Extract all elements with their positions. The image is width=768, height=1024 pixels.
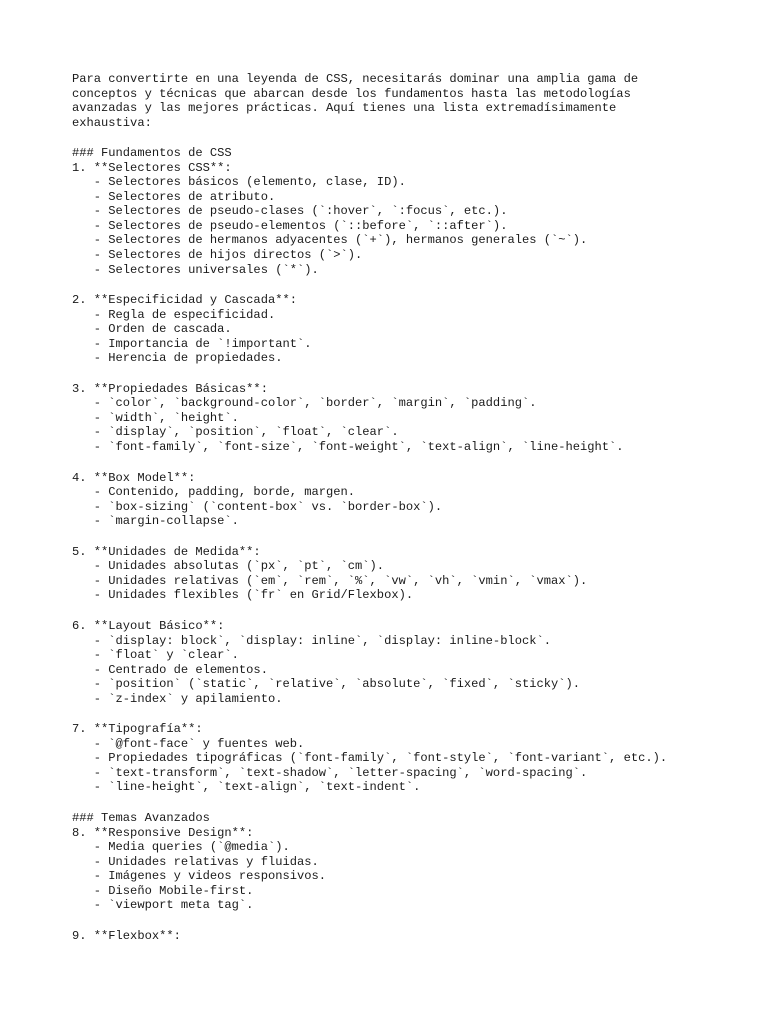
list-item: - `width`, `height`.: [72, 410, 239, 425]
list-item: - Regla de especificidad.: [72, 307, 276, 322]
list-item: - Selectores de pseudo-clases (`:hover`, `:focus`, etc.).: [72, 204, 508, 219]
section-title: 4. **Box Model**:: [72, 470, 196, 485]
list-item: - Selectores de atributo.: [72, 189, 276, 204]
section-responsive: [72, 826, 732, 913]
section-title: 8. **Responsive Design**:: [72, 825, 254, 840]
list-item: - `margin-collapse`.: [72, 514, 239, 529]
section-tipografia: [72, 722, 732, 795]
heading-avanzados: ### Temas Avanzados: [72, 810, 210, 825]
list-item: - Contenido, padding, borde, margen.: [72, 485, 356, 500]
section-layout-basico: [72, 619, 732, 706]
list-item: - Centrado de elementos.: [72, 662, 268, 677]
list-item: - Unidades relativas y fluidas.: [72, 854, 319, 869]
list-item: - `viewport meta tag`.: [72, 898, 254, 913]
intro-paragraph: [72, 72, 732, 130]
list-item: - `text-transform`, `text-shadow`, `letter-spacing`, `word-spacing`.: [72, 765, 588, 780]
section-selectores: [72, 161, 732, 277]
section-title: 6. **Layout Básico**:: [72, 618, 225, 633]
list-item: - `line-height`, `text-align`, `text-indent`.: [72, 780, 421, 795]
text-line: exhaustiva:: [72, 115, 152, 130]
list-item: - Selectores de hijos directos (`>`).: [72, 248, 363, 263]
heading-fundamentos: ### Fundamentos de CSS: [72, 146, 232, 161]
list-item: - Imágenes y videos responsivos.: [72, 869, 327, 884]
text-line: avanzadas y las mejores prácticas. Aquí tienes una lista extremadísimamente: [72, 101, 617, 116]
list-item: - Unidades absolutas (`px`, `pt`, `cm`).: [72, 559, 385, 574]
list-item: - Unidades flexibles (`fr` en Grid/Flexbox).: [72, 588, 414, 603]
list-item: - `position` (`static`, `relative`, `absolute`, `fixed`, `sticky`).: [72, 677, 581, 692]
section-title: 2. **Especificidad y Cascada**:: [72, 293, 297, 308]
section-title: 9. **Flexbox**:: [72, 928, 181, 943]
list-item: - Importancia de `!important`.: [72, 336, 312, 351]
section-unidades: [72, 545, 732, 603]
section-box-model: [72, 471, 732, 529]
section-title: 3. **Propiedades Básicas**:: [72, 381, 268, 396]
section-flexbox: [72, 929, 732, 944]
section-title: 1. **Selectores CSS**:: [72, 160, 232, 175]
text-line: conceptos y técnicas que abarcan desde los fundamentos hasta las metodologías: [72, 86, 631, 101]
list-item: - Selectores básicos (elemento, clase, ID).: [72, 175, 406, 190]
list-item: - Propiedades tipográficas (`font-family`, `font-style`, `font-variant`, etc.).: [72, 751, 668, 766]
list-item: - `color`, `background-color`, `border`, `margin`, `padding`.: [72, 396, 537, 411]
section-title: 7. **Tipografía**:: [72, 722, 203, 737]
list-item: - `box-sizing` (`content-box` vs. `border-box`).: [72, 499, 443, 514]
section-title: 5. **Unidades de Medida**:: [72, 544, 261, 559]
list-item: - `font-family`, `font-size`, `font-weight`, `text-align`, `line-height`.: [72, 440, 624, 455]
list-item: - Media queries (`@media`).: [72, 840, 290, 855]
list-item: - `z-index` y apilamiento.: [72, 691, 283, 706]
list-item: - `display`, `position`, `float`, `clear`.: [72, 425, 399, 440]
list-item: - Selectores de pseudo-elementos (`::before`, `::after`).: [72, 218, 508, 233]
list-item: - Selectores de hermanos adyacentes (`+`), hermanos generales (`~`).: [72, 233, 588, 248]
list-item: - `@font-face` y fuentes web.: [72, 736, 305, 751]
section-propiedades-basicas: [72, 382, 732, 455]
list-item: - `float` y `clear`.: [72, 648, 239, 663]
list-item: - Selectores universales (`*`).: [72, 262, 319, 277]
list-item: - Diseño Mobile-first.: [72, 883, 254, 898]
document-page: [72, 72, 732, 943]
list-item: - `display: block`, `display: inline`, `display: inline-block`.: [72, 633, 551, 648]
list-item: - Orden de cascada.: [72, 322, 232, 337]
section-especificidad: [72, 293, 732, 366]
list-item: - Herencia de propiedades.: [72, 351, 283, 366]
list-item: - Unidades relativas (`em`, `rem`, `%`, `vw`, `vh`, `vmin`, `vmax`).: [72, 573, 588, 588]
text-line: Para convertirte en una leyenda de CSS, necesitarás dominar una amplia gama de: [72, 72, 639, 86]
